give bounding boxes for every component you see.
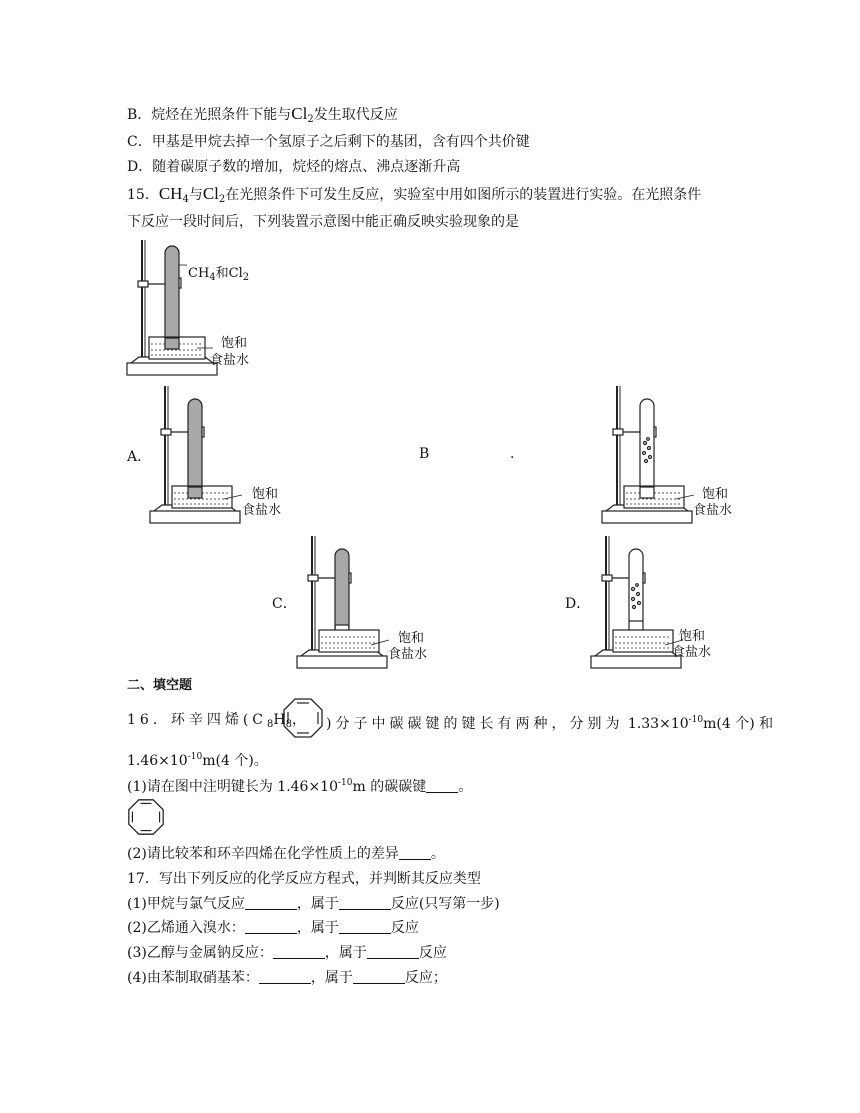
cl-formula: Cl [291, 104, 308, 123]
option-c-figure [295, 533, 455, 673]
option-a-label: A． [127, 449, 152, 465]
q16-value1: 1.33×10 [627, 716, 689, 732]
q16-sub2-text: (2)请比较苯和环辛四烯在化学性质上的差异 [127, 846, 399, 862]
ch-subscript: 4 [182, 194, 189, 205]
q16-line1b [326, 710, 773, 734]
gas-ch: CH [188, 266, 210, 281]
q16-value2-tail: m(4 个)。 [202, 753, 268, 769]
answer-blank[interactable] [353, 969, 405, 984]
option-d: D．随着碳原子数的增加，烷烃的熔点、沸点逐渐升高 [127, 159, 461, 175]
q15-text1: 在光照条件下可发生反应，实验室中用如图所示的装置进行实验。在光照条件 [225, 187, 702, 203]
q16-exp1: -10 [688, 715, 704, 725]
q17-item [127, 943, 447, 963]
d-liquid-2: 食盐水 [672, 645, 712, 660]
answer-blank[interactable] [426, 778, 458, 793]
q17-item [127, 918, 419, 938]
q16-value1-tail: m(4 个) 和 [703, 716, 774, 732]
option-b-text: B．烷烃在光照条件下能与 [127, 107, 292, 123]
gas-mid: 和Cl [215, 266, 243, 281]
b-liquid-2: 食盐水 [693, 503, 733, 518]
q17-item-mid: ，属于 [296, 920, 339, 936]
q16-line1 [127, 710, 306, 735]
q17-item-end: 反应 [390, 920, 419, 936]
q17-item-text: (1)甲烷与氯气反应 [127, 896, 245, 912]
q15-line2: 下反应一段时间后，下列装置示意图中能正确反映实验现象的是 [127, 214, 519, 230]
ch-formula: CH [158, 184, 183, 203]
q16-h: H [273, 712, 286, 728]
answer-blank[interactable] [367, 944, 419, 959]
q16-sub1-post: m 的碳碳键 [352, 779, 427, 795]
cl-subscript: 2 [307, 114, 314, 125]
q15-line1 [127, 184, 701, 210]
b-liquid-1: 饱和 [702, 487, 729, 502]
d-liquid-1: 饱和 [679, 629, 706, 644]
option-b-dot: . [510, 446, 515, 462]
cl-subscript: 2 [218, 194, 226, 205]
q16-sub1 [127, 773, 472, 797]
q17-item-end: 反应(只写第一步) [390, 896, 500, 912]
c-liquid-1: 饱和 [398, 631, 425, 646]
answer-blank[interactable] [399, 845, 431, 860]
q17-item-text: (3)乙醇与金属钠反应： [127, 945, 273, 961]
gas-label [188, 262, 249, 283]
q16-intro: 16．环辛四烯(C [127, 712, 267, 728]
q17-item-end: 反应； [404, 970, 447, 986]
option-b [127, 104, 398, 130]
cyclooctatetraene-structure [127, 798, 165, 836]
answer-blank[interactable] [259, 969, 311, 984]
gas-sub4: 4 [209, 272, 216, 283]
q16-line2 [127, 747, 268, 771]
q16-exp2: -10 [187, 752, 203, 762]
q17-item-text: (2)乙烯通入溴水： [127, 920, 245, 936]
q16-value2: 1.46×10 [127, 753, 188, 769]
q17-title: 17．写出下列反应的化学反应方程式，并判断其反应类型 [127, 871, 481, 887]
q16-sub-h: 8 [285, 719, 292, 730]
option-c: C．甲基是甲烷去掉一个氢原子之后剩下的基团，含有四个共价键 [127, 134, 530, 150]
answer-blank[interactable] [339, 919, 391, 934]
cyclooctatetraene-inline-icon [282, 697, 324, 739]
q15-number: 15． [127, 187, 159, 203]
option-d-figure [589, 533, 749, 673]
option-b-suffix: 发生取代反应 [313, 107, 398, 123]
a-liquid-1: 饱和 [252, 487, 279, 502]
answer-blank[interactable] [245, 895, 297, 910]
section-heading: 二、填空题 [127, 678, 193, 693]
c-liquid-2: 食盐水 [388, 647, 428, 662]
q16-sub-c: 8 [267, 719, 274, 730]
answer-blank[interactable] [273, 944, 325, 959]
q16-sub1-exp: -10 [338, 778, 353, 788]
and-text: 与 [188, 187, 203, 203]
answer-blank[interactable] [339, 895, 391, 910]
answer-blank[interactable] [245, 919, 297, 934]
q17-item-mid: ，属于 [296, 896, 339, 912]
liquid-label-2: 食盐水 [210, 353, 250, 368]
gas-sub2: 2 [242, 272, 250, 283]
a-liquid-2: 食盐水 [242, 503, 282, 518]
q16-sub1-text: (1)请在图中注明键长为 1.46×10 [127, 779, 338, 795]
option-d-label: D． [565, 596, 591, 612]
q16-sub2-end: 。 [430, 846, 445, 862]
q17-item-mid: ，属于 [324, 945, 367, 961]
q17-item [127, 968, 447, 988]
q16-comma: ， [291, 712, 306, 728]
q16-text: )分子中碳碳键的键长有两种，分别为 [326, 716, 624, 732]
q16-sub2 [127, 844, 445, 864]
q16-sub1-end: 。 [458, 779, 473, 795]
option-a-figure [148, 383, 308, 528]
option-b-label: B [419, 446, 430, 462]
q17-item-end: 反应 [418, 945, 447, 961]
liquid-label-1: 饱和 [221, 336, 248, 351]
q17-item-mid: ，属于 [310, 970, 353, 986]
main-apparatus-figure [125, 238, 285, 380]
q17-item [127, 894, 500, 914]
option-b-figure [600, 383, 760, 528]
q17-item-text: (4)由苯制取硝基苯： [127, 970, 259, 986]
cl-formula: Cl [202, 184, 219, 203]
option-c-label: C． [272, 596, 297, 612]
